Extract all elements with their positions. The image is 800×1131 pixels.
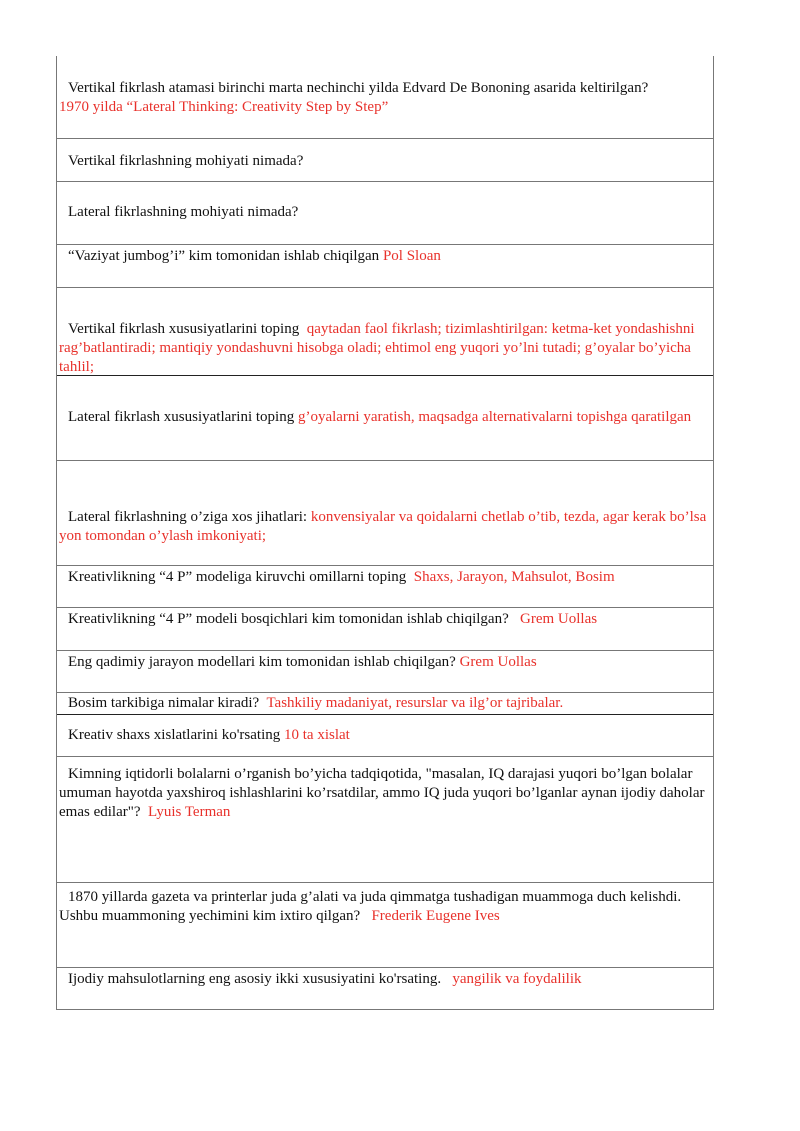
question-text: Ijodiy mahsulotlarning eng asosiy ikki xususiyatini ko'rsating. <box>68 971 442 987</box>
question-text: “Vaziyat jumbog’i” kim tomonidan ishlab chiqilgan <box>68 248 380 264</box>
answer-text: Grem Uollas <box>459 654 537 670</box>
answer-text: Shaxs, Jarayon, Mahsulot, Bosim <box>413 569 615 585</box>
question-text: Lateral fikrlashning o’ziga xos jihatlari: <box>68 509 308 525</box>
question-text: Lateral fikrlash xususiyatlarini toping <box>68 409 295 425</box>
answer-text: Pol Sloan <box>382 248 441 264</box>
answer-text: Grem Uollas <box>520 611 598 627</box>
answer-text: 1970 yilda “Lateral Thinking: Creativity Step by Step” <box>59 99 389 115</box>
table-row <box>57 757 713 883</box>
question-text: Vertikal fikrlash xususiyatlarini toping <box>68 321 300 337</box>
table-row <box>57 883 713 968</box>
table-row <box>57 182 713 245</box>
answer-text: Frederik Eugene Ives <box>371 908 500 924</box>
table-row <box>57 968 713 1010</box>
question-text: Bosim tarkibiga nimalar kiradi? <box>68 695 260 711</box>
question-text: Vertikal fikrlashning mohiyati nimada? <box>68 153 304 169</box>
question-text: Kreativlikning “4 P” modeli bosqichlari kim tomonidan ishlab chiqilgan? <box>68 611 509 627</box>
question-text: Kimning iqtidorli bolalarni o’rganish bo’yicha tadqiqotida, "masalan, IQ darajasi yuqori bo’lgan bolalar umuman hayotda yaxshiroq ishlashlarini ko’rsatdilar, ammo IQ juda yuqori bo’lganlar aynan ijodiy daholar emas edilar"? <box>59 766 705 820</box>
table-row <box>57 56 713 139</box>
table-row <box>57 651 713 693</box>
table-row <box>57 715 713 757</box>
question-text: Vertikal fikrlash atamasi birinchi marta nechinchi yilda Edvard De Bononing asarida keltirilgan? <box>68 80 649 96</box>
table-row <box>57 139 713 182</box>
answer-text: 10 ta xislat <box>284 727 350 743</box>
table-row <box>57 288 713 376</box>
question-text: Kreativ shaxs xislatlarini ko'rsating <box>68 727 281 743</box>
question-text: Kreativlikning “4 P” modeliga kiruvchi omillarni toping <box>68 569 407 585</box>
answer-text: Lyuis Terman <box>148 804 231 820</box>
answer-text: g’oyalarni yaratish, maqsadga alternativalarni topishga qaratilgan <box>297 409 692 425</box>
table-row <box>57 376 713 461</box>
question-text: Lateral fikrlashning mohiyati nimada? <box>68 204 299 220</box>
question-text: 1870 yillarda gazeta va printerlar juda g’alati va juda qimmatga tushadigan muammoga duch kelishdi. Ushbu muammoning yechimini kim ixtiro qilgan? <box>59 889 682 924</box>
table-row <box>57 608 713 651</box>
table-row <box>57 245 713 288</box>
answer-text: qaytadan faol fikrlash; tizimlashtirilgan: ketma-ket yondashishni rag’batlantiradi; mantiqiy yondashuvni hisobga oladi; ehtimol eng yuqori yo’lni tutadi; g’oyalar bo’yicha tahlil; <box>59 321 695 375</box>
qa-table <box>56 56 714 1010</box>
table-row <box>57 566 713 608</box>
table-row <box>57 693 713 715</box>
answer-text: konvensiyalar va qoidalarni chetlab o’tib, tezda, agar kerak bo’lsa yon tomondan o’ylash imkoniyati; <box>59 509 707 544</box>
question-text: Eng qadimiy jarayon modellari kim tomonidan ishlab chiqilgan? <box>68 654 456 670</box>
answer-text: Tashkiliy madaniyat, resurslar va ilg’or tajribalar. <box>266 695 564 711</box>
table-row <box>57 461 713 566</box>
answer-text: yangilik va foydalilik <box>452 971 582 987</box>
